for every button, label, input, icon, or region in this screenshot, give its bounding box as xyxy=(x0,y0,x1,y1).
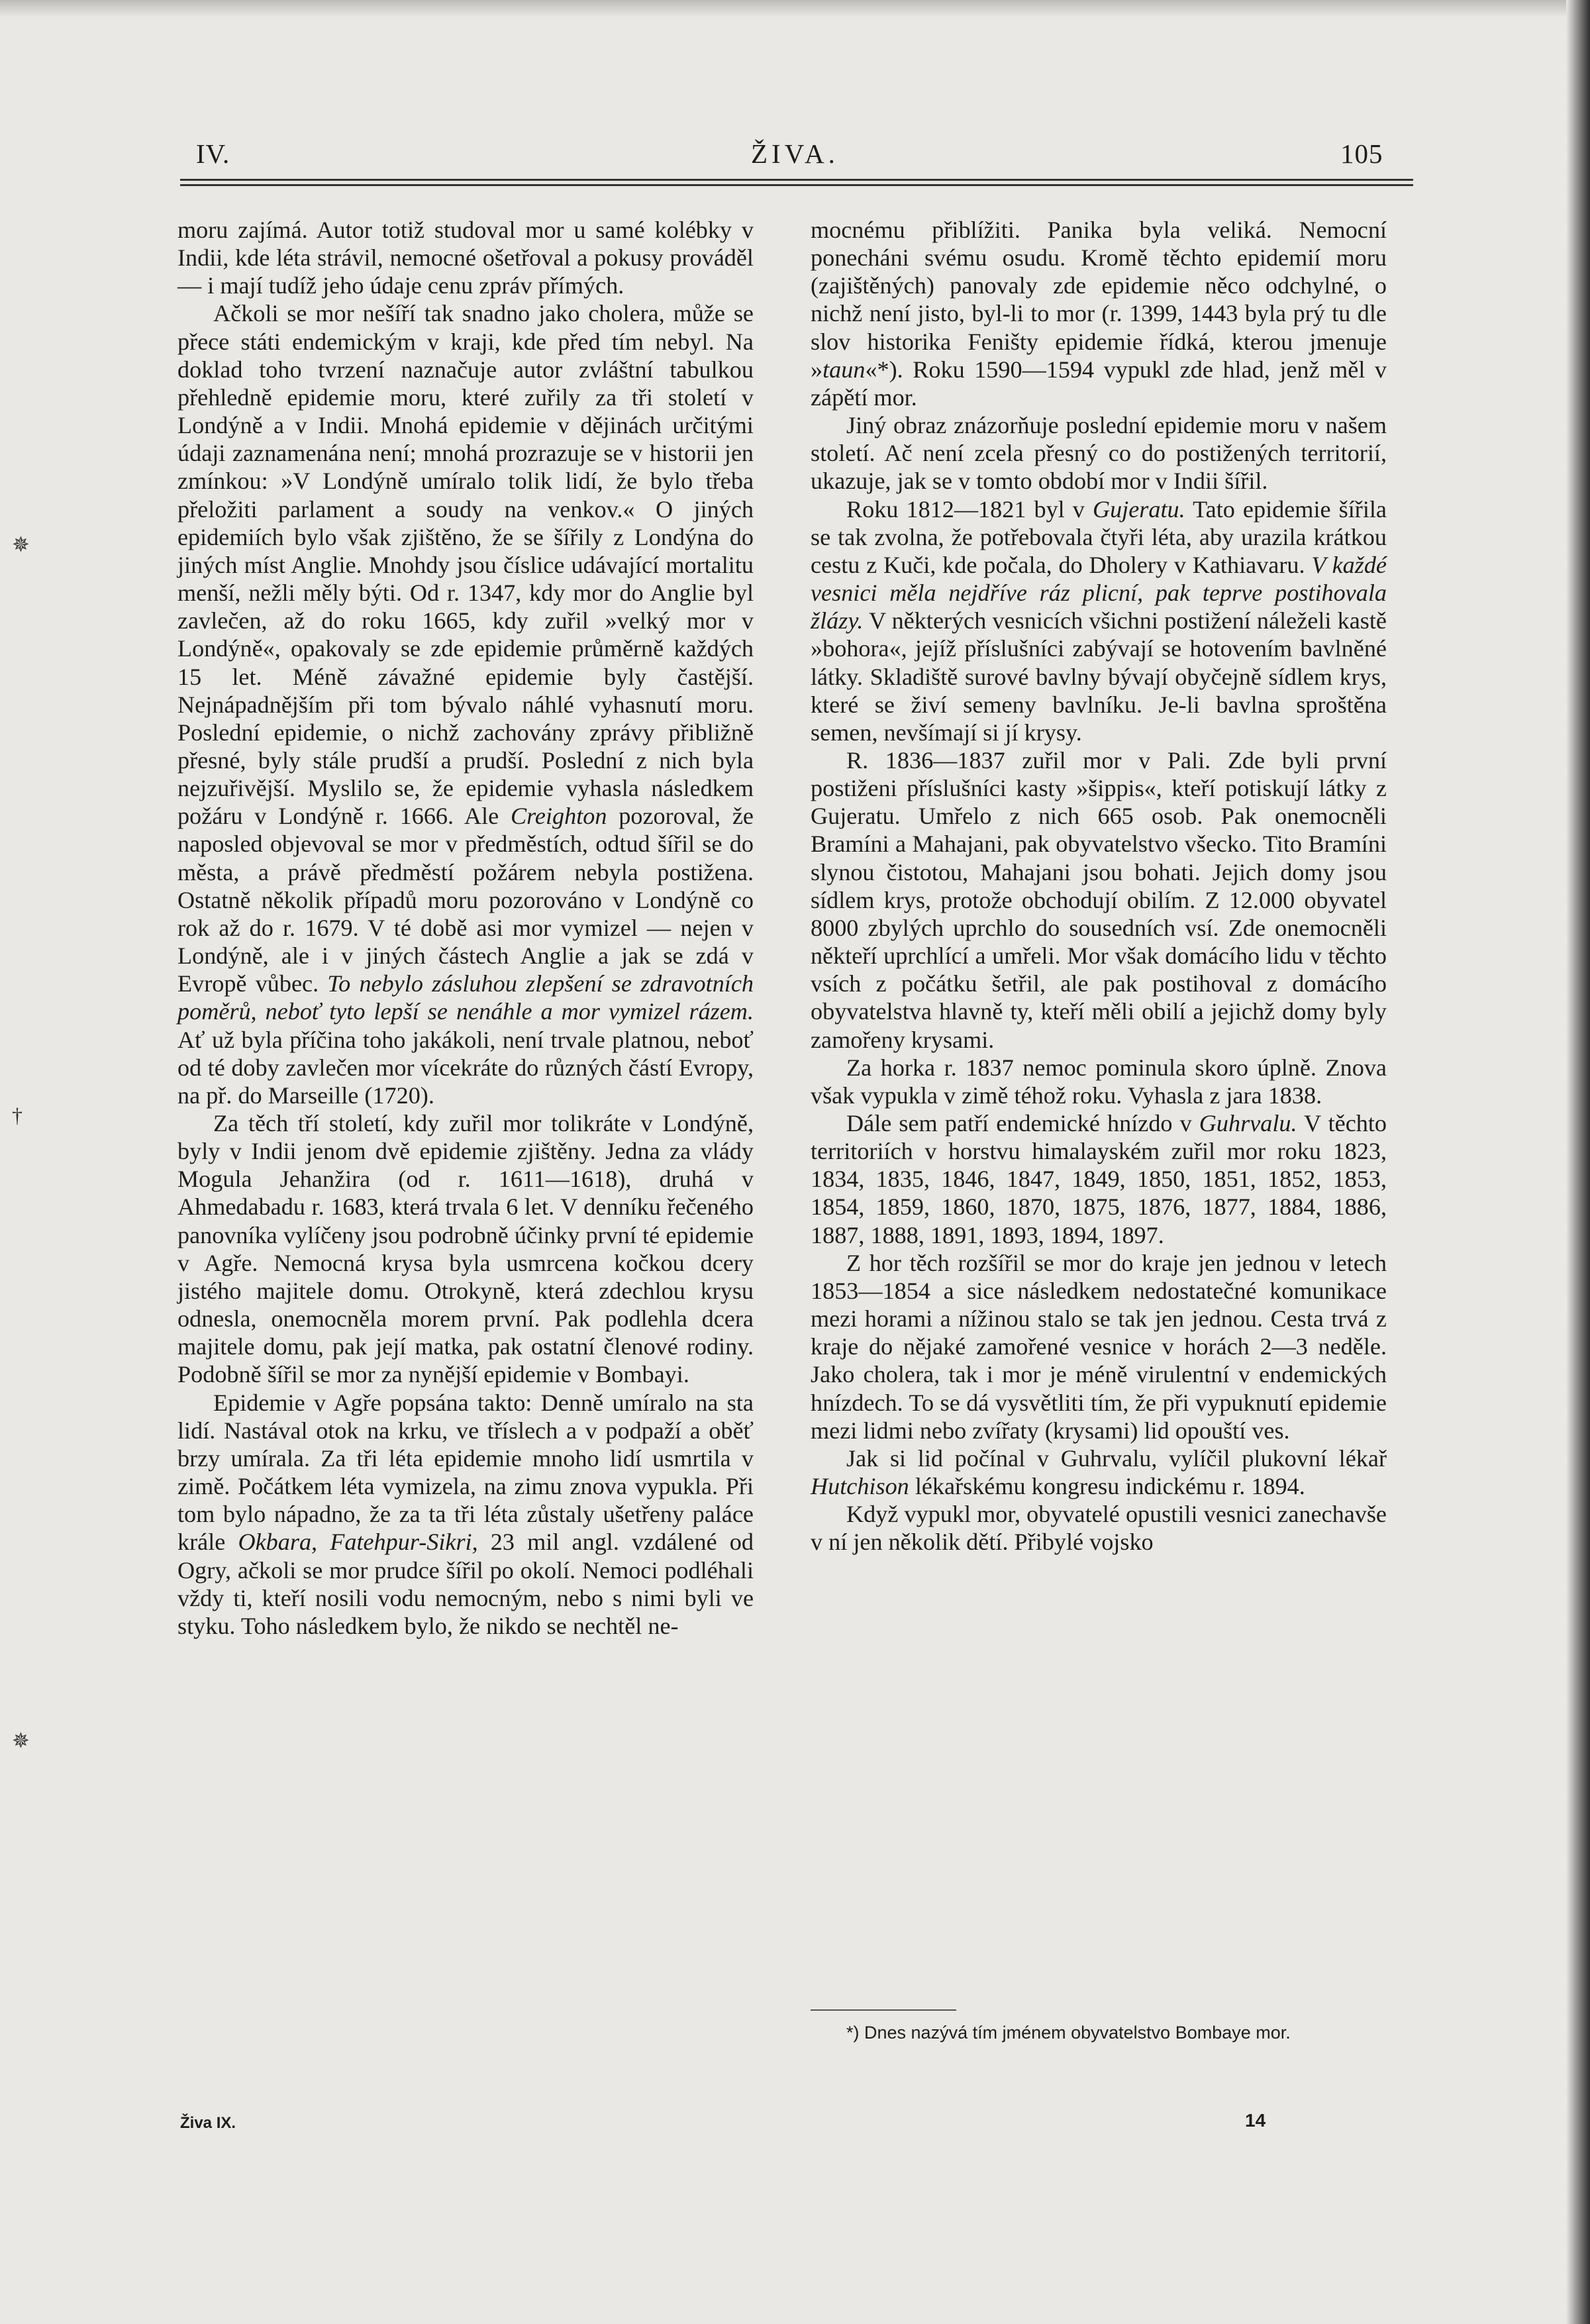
running-head-title: ŽIVA. xyxy=(751,138,839,169)
paragraph: Když vypukl mor, obyvatelé opustili vesnici zanechavše v ní jen několik dětí. Přibylé vojsko xyxy=(811,1501,1387,1556)
footnote-rule xyxy=(811,2009,956,2011)
paragraph: Jak si lid počínal v Guhrvalu, vylíčil plukovní lékař Hutchison lékařskému kongresu indickému r. 1894. xyxy=(811,1444,1387,1500)
margin-mark: † xyxy=(12,1103,23,1127)
running-head-left: IV. xyxy=(196,138,230,169)
paragraph: Z hor těch rozšířil se mor do kraje jen jednou v letech 1853—1854 a sice následkem nedostatečné komunikace mezi horami a nížinou stalo se tak jen jednou. Cesta trvá z kraje do nějaké zamořené vesnice v horách 2—3 neděle. Jako cholera, tak i mor je méně virulentní v endemických hnízdech. To se dá vysvětliti tím, že při vypuknutí epidemie mezi lidmi nebo zvířaty (krysami) lid opouští ves. xyxy=(811,1249,1387,1444)
paragraph: Ačkoli se mor nešíří tak snadno jako cholera, může se přece státi endemickým v kraji, kde před tím nebyl. Na doklad toho tvrzení naznačuje autor zvláštní tabulkou přehledně epidemie moru, které zuřily za tři století v Londýně a v Indii. Mnohá epidemie v dějinách určitými údaji zaznamenána není; mnohá prozrazuje se v historii jen zmínkou: »V Londýně umíralo tolik lidí, že bylo třeba přeložiti parlament a soudy na venkov.« O jiných epidemiích bylo však zjištěno, že se šířily z Londýna do jiných míst Anglie. Mnohdy jsou číslice udávající mortalitu menší, nežli měly býti. Od r. 1347, kdy mor do Anglie byl zavlečen, až do roku 1665, kdy zuřil »velký mor v Londýně«, opakovaly se zde epidemie průměrně každých 15 let. Méně závažné epidemie byly častější. Nejnápadnějším při tom bývalo náhlé vyhasnutí moru. Poslední epidemie, o nichž zachovány zprávy přibližně přesné, byly stále prudší a prudší. Poslední z nich byla nejzuřivější. Myslilo se, že epidemie vyhasla následkem požáru v Londýně r. 1666. Ale Creighton pozoroval, že naposled objevoval se mor v předměstích, odtud šířil se do města, a právě předměstí požárem nebyla postižena. Ostatně několik případů moru pozorováno v Londýně co rok až do r. 1679. V té době asi mor vymizel — nejen v Londýně, ale i v jiných částech Anglie a jak se zdá v Evropě vůbec. To nebylo zásluhou zlepšení se zdravotních poměrů, neboť tyto lepší se nenáhle a mor vymizel rázem. Ať už byla příčina toho jakákoli, není trvale platnou, neboť od té doby zavlečen mor vícekráte do různých částí Evropy, na př. do Marseille (1720). xyxy=(177,300,754,1109)
margin-mark: ✵ xyxy=(12,1729,30,1752)
margin-mark: ✵ xyxy=(12,532,30,556)
scan-edge-right xyxy=(1566,0,1590,2324)
paragraph: mocnému přiblížiti. Panika byla veliká. Nemocní ponecháni svému osudu. Kromě těchto epidemií moru (zajištěných) panovaly zde epidemie něco odchylné, o nichž není jisto, byl-li to mor (r. 1399, 1443 byla prý tu dle slov historika Feništy epidemie řídká, kterou jmenuje »taun«*). Roku 1590—1594 vypukl zde hlad, jenž měl v zápětí mor. xyxy=(811,217,1387,411)
paragraph: Dále sem patří endemické hnízdo v Guhrvalu. V těchto territoriích v horstvu himalayském zuřil mor roku 1823, 1834, 1835, 1846, 1847, 1849, 1850, 1851, 1852, 1853, 1854, 1859, 1860, 1870, 1875, 1876, 1877, 1884, 1886, 1887, 1888, 1891, 1893, 1894, 1897. xyxy=(811,1110,1387,1248)
text-column-right xyxy=(811,216,1387,1556)
page-number: 105 xyxy=(1340,138,1383,169)
scan-edge-top xyxy=(0,0,1590,17)
footnote: *) Dnes nazývá tím jménem obyvatelstvo Bombaye mor. xyxy=(846,2023,1291,2043)
paragraph: R. 1836—1837 zuřil mor v Pali. Zde byli první postiženi příslušníci kasty »šippis«, kteří potiskují látky z Gujeratu. Umřelo z nich 665 osob. Pak onemocněli Bramíni a Mahajani, pak obyvatelstvo všecko. Tito Bramíni slynou čistotou, Mahajani jsou bohati. Jejich domy jsou sídlem krys, protože obchodují obilím. Z 12.000 obyvatel 8000 zbylých uprchlo do sousedních vsí. Zde onemocněli někteří uprchlící a umřeli. Mor však domácího lidu v těchto vsích z počátku šetřil, ale pak postihoval z domácího obyvatelstva hlavně ty, kteří měli obilí a jejichž domy byly zamořeny krysami. xyxy=(811,746,1387,1053)
paragraph: moru zajímá. Autor totiž studoval mor u samé kolébky v Indii, kde léta strávil, nemocné ošetřoval a pokusy prováděl — i mají tudíž jeho údaje cenu zpráv přímých. xyxy=(177,217,754,299)
header-rule xyxy=(180,179,1413,181)
signature-mark-left: Živa IX. xyxy=(180,2114,236,2132)
paragraph: Za těch tří století, kdy zuřil mor tolikráte v Londýně, byly v Indii jenom dvě epidemie zjištěny. Jedna za vlády Mogula Jehanžira (od r. 1611—1618), druhá v Ahmedabadu r. 1683, která trvala 6 let. V denníku řečeného panovníka vylíčeny jsou podrobně účinky první té epidemie v Agře. Nemocná krysa byla usmrcena kočkou dcery jistého majitele domu. Otrokyně, která zdechlou krysu odnesla, onemocněla morem první. Pak podlehla dcera majitele domu, pak její matka, pak ostatní členové rodiny. Podobně šířil se mor za nynější epidemie v Bombayi. xyxy=(177,1110,754,1388)
paragraph: Roku 1812—1821 byl v Gujeratu. Tato epidemie šířila se tak zvolna, že potřebovala čtyři léta, aby urazila krátkou cestu z Kuči, kde počala, do Dholery v Kathiavaru. V každé vesnici měla nejdříve ráz plicní, pak teprve postihovala žlázy. V některých vesnicích všichni postižení náleželi kastě »bohora«, jejíž příslušníci zabývají se hotovením bavlněné látky. Skladiště surové bavlny bývají obyčejně sídlem krys, které se živí semeny bavlníku. Je-li bavlna sproštěna semen, nevšímají si jí krysy. xyxy=(811,495,1387,746)
paragraph: Epidemie v Agře popsána takto: Denně umíralo na sta lidí. Nastával otok na krku, ve tříslech a v podpaží a oběť brzy umírala. Za tři léta epidemie mnoho lidí usmrtila v zimě. Počátkem léta vymizela, na zimu znova vypukla. Při tom bylo nápadno, že za ta tři léta zůstaly ušetřeny paláce krále Okbara, Fatehpur-Sikri, 23 mil angl. vzdálené od Ogry, ačkoli se mor prudce šířil po okolí. Nemoci podléhali vždy ti, kteří nosili vodu nemocným, nebo s nimi byli ve styku. Toho následkem bylo, že nikdo se nechtěl ne- xyxy=(177,1389,754,1639)
paragraph: Jiný obraz znázorňuje poslední epidemie moru v našem století. Ač není zcela přesný co do postižených territorií, ukazuje, jak se v tomto období mor v Indii šířil. xyxy=(811,412,1387,495)
signature-mark-right: 14 xyxy=(1245,2110,1266,2131)
header-rule xyxy=(180,184,1413,186)
text-column-left xyxy=(177,216,754,1640)
paragraph: Za horka r. 1837 nemoc pominula skoro úplně. Znova však vypukla v zimě téhož roku. Vyhasla z jara 1838. xyxy=(811,1054,1387,1109)
